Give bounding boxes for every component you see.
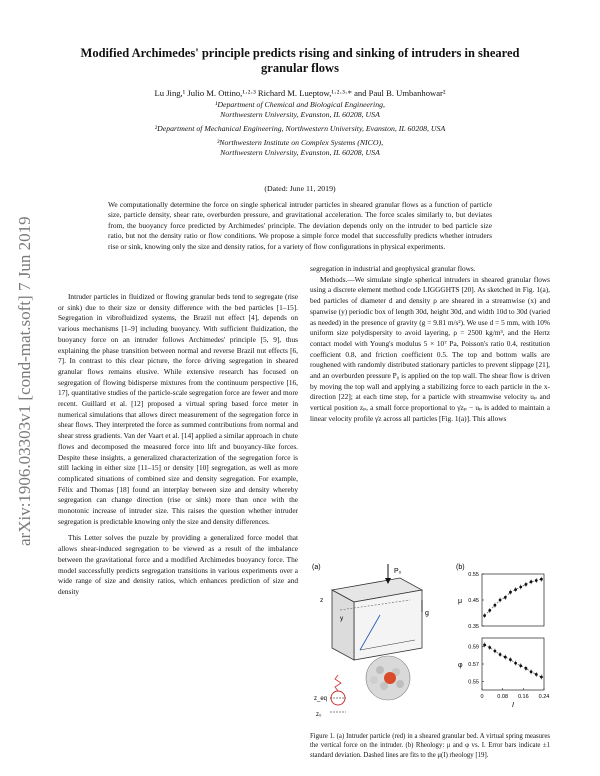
body-paragraph-2: This Letter solves the puzzle by providing a generalized force model that allows shear-induced segregation to be viewed as a result of the imbalance between the gravitational force and a modified Archimedes buoyancy force. The model successfully predicts segregation transitions in various experiments over a wide range of size and density ratios, which enhances prediction of size and density (58, 533, 298, 596)
phi-xtick-label: 0.24 (538, 694, 550, 700)
label-zeq: z_eq (314, 696, 328, 702)
affiliation-2: ²Department of Mechanical Engineering, Northwestern University, Evanston, IL 60208, USA (154, 124, 446, 133)
mu-data-point (499, 599, 502, 602)
arxiv-id: arXiv:1906.03303v1 [cond-mat.soft] 7 Jun 2019 (15, 216, 34, 546)
phi-data-point (519, 664, 522, 667)
author-list: Lu Jing,¹ Julio M. Ottino,¹·²·³ Richard M. Lueptow,¹·²·³·* and Paul B. Umbanhowar² (154, 88, 446, 98)
affiliation-1-line-2: Northwestern University, Evanston, IL 60208, USA (220, 110, 380, 119)
mu-data-point (540, 578, 543, 581)
mu-data-point (530, 580, 533, 583)
paper-title (60, 46, 540, 76)
phi-data-point (488, 646, 491, 649)
phi-xtick-label: 0.08 (497, 694, 509, 700)
mu-data-point (525, 583, 528, 586)
phi-ytick-label: 0.57 (468, 662, 479, 668)
phi-data-point (509, 658, 512, 661)
label-y: y (340, 615, 344, 622)
title-line-1: Modified Archimedes' principle predicts rising and sinking of intruders in sheared (80, 46, 520, 60)
mu-data-point (519, 586, 522, 589)
phi-data-point (483, 644, 486, 647)
figure-caption: Figure 1. (a) Intruder particle (red) in a sheared granular bed. A virtual spring measures the vertical force on the intruder. (b) Rheology: μ and φ vs. I. Error bars indicate ±1 standard deviation. Dashed lines are fits to the μ(I) rheology [19]. (310, 733, 550, 759)
mu-ytick-label: 0.55 (468, 572, 479, 578)
phi-ytick-label: 0.59 (468, 644, 479, 651)
label-p0: P₀ (394, 568, 402, 575)
phi-data-point (525, 667, 528, 670)
intruder-particle (384, 672, 396, 684)
chart-mu (458, 572, 544, 630)
affiliation-3-line-2: Northwestern University, Evanston, IL 60208, USA (220, 148, 380, 157)
phi-data-point (540, 676, 543, 679)
figure-1 (310, 560, 550, 725)
mu-data-point (514, 588, 517, 591)
phi-data-point (530, 670, 533, 673)
phi-fit-line (485, 645, 542, 677)
left-column (58, 292, 298, 598)
mu-data-point (535, 579, 538, 582)
phi-data-point (535, 673, 538, 676)
right-column (310, 264, 550, 425)
phi-xtick-label: 0 (480, 694, 484, 700)
mu-data-point (509, 591, 512, 594)
particle-cluster (366, 656, 410, 700)
affiliation-1-line-1: ¹Department of Chemical and Biological Engineering, (215, 100, 385, 109)
mu-data-point (504, 596, 507, 599)
label-z: z (320, 597, 324, 604)
chart-phi (458, 638, 549, 709)
phi-data-point (499, 653, 502, 656)
phi-data-point (504, 656, 507, 659)
dated-line: (Dated: June 11, 2019) (264, 184, 336, 193)
phi-xtick-label: 0.16 (517, 694, 529, 700)
arxiv-sidebar-stamp (10, 150, 38, 550)
abstract: We computationally determine the force on single spherical intruder particles in sheared granular flows as a function of particle size, particle density, shear rate, overburden pressure, and gravitational acceleration. The force scales similarly to, but deviates from, the buoyancy force predicted by Archimedes' principle. The deviation depends only on the intruder to bed particle size ratio, but not the density ratio or flow conditions. We propose a simple force model that successfully predicts whether intruders rise or sink, knowing only the size and density ratios, for a variety of flow configurations in physical experiments. (108, 200, 492, 251)
mu-ytick-label: 0.35 (468, 624, 479, 630)
mu-axes-frame (482, 574, 544, 626)
phi-ylabel: φ (458, 662, 463, 669)
body-paragraph-1: Intruder particles in fluidized or flowing granular beds tend to segregate (rise or sink) due to their size or density difference with the bed particles [1–15]. Segregation in vibrofluidized systems, the Brazil nut effect [4], depends on various mechanisms [1–9] including buoyancy. With sufficient fluidization, the buoyancy force on an intruder follows Archimedes' principle [5, 9], thus explaining the phase transition between normal and reverse Brazil nut effects [6, 7]. In contrast to this clear picture, the force driving segregation in sheared granular flows remains elusive. While extensive research has focused on segregation of flowing bidisperse mixtures from the continuum perspective [16, 17], quantitative studies of the particle-scale segregation force are fewer and more recent. Guillard et al. [12] proposed a virtual spring based force meter in numerical simulations that allows direct measurement of the segregation force in shear flows. They interpreted the force as summed contributions from normal and shear stress gradients. Van der Vaart et al. [14] applied a similar approach in chute flows and decomposed the measured force into lift and buoyancy-like forces. Despite these insights, a generalized characterization of the segregation force is still lacking in either size [11–15] or density [10] segregation, as well as more complicated situations of combined size and density segregation. For example, Félix and Thomas [18] found an interplay between size and density whereby segregation can change direction (rise or sink) more than once with the monotonic increase of intruder size. This raises the question whether intruder segregation is predictable knowing only the size and density differences. (58, 292, 298, 526)
phi-data-point (494, 650, 497, 653)
shear-box-sketch (332, 578, 422, 660)
phi-xlabel: I (512, 702, 514, 709)
phi-axes-frame (482, 638, 544, 690)
affiliation-3-line-1: ³Northwestern Institute on Complex Systems (NICO), (216, 138, 384, 147)
body-paragraph-methods: Methods.—We simulate single spherical intruders in sheared granular flows using a discrete element method code LIGGGHTS [20]. As sketched in Fig. 1(a), bed particles of diameter d and density ρ are sheared in a streamwise (x) and spanwise (y) periodic box of length 30d, height 30d, and width 10d to 30d (varied as needed) in the presence of gravity (g = 9.81 m/s²). We use d = 5 mm, with 10% uniform size polydispersity to avoid layering, ρ = 2500 kg/m³, and the Hertz contact model with Young's modulus 5 × 10⁷ Pa, Poisson's ratio 0.4, restitution coefficient 0.8, and friction coefficient 0.5. The top and bottom walls are roughened with randomly distributed stationary particles to prevent slippage [21], and an overburden pressure P₀ is applied on the top wall. The shear flow is driven by moving the top wall and applying a stabilizing force to each particle in the x-direction [22]; at each time step, for a particle with streamwise velocity uₚ and vertical position zₚ, a small force proportional to γ̇zₚ − uₚ is added to maintain a linear velocity profile γ̇z across all particles [Fig. 1(a)]. This allows (310, 274, 550, 423)
affiliation-3 (40, 138, 560, 158)
mu-data-point (488, 609, 491, 612)
mu-ytick-label: 0.45 (468, 598, 479, 604)
affiliation-1 (40, 100, 560, 120)
label-g: g (425, 610, 429, 617)
title-line-2: granular flows (261, 61, 339, 75)
mu-data-point (483, 614, 486, 617)
virtual-spring (314, 675, 346, 718)
mu-fit-line (485, 579, 542, 615)
mu-ylabel: μ (458, 598, 463, 605)
phi-data-point (514, 662, 517, 665)
mu-data-point (494, 604, 497, 607)
panel-a-label: (a) (312, 564, 321, 571)
body-paragraph-3: segregation in industrial and geophysical granular flows. (310, 264, 476, 273)
panel-b-label: (b) (456, 564, 465, 571)
phi-ytick-label: 0.55 (468, 679, 479, 686)
label-z0: z₀ (316, 712, 322, 718)
